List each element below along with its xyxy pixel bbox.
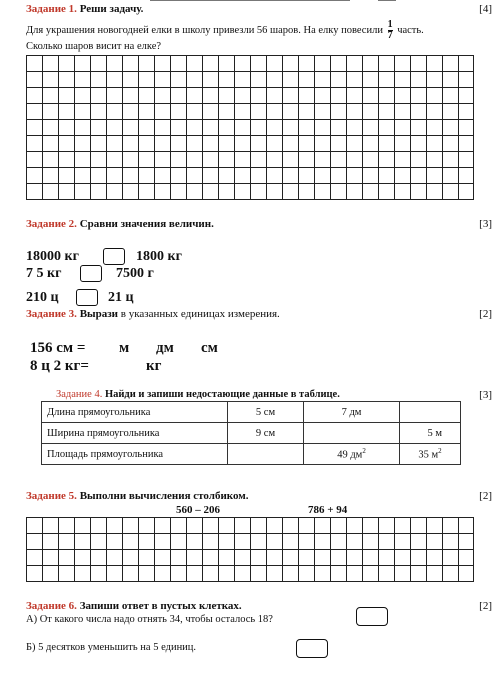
cell[interactable]: 9 см [228,423,304,444]
table-row [42,402,461,423]
task5-points: [2] [479,490,492,502]
task1-text-line1: Для украшения новогодней елки в школу привезли 56 шаров. На елку повесили [26,24,383,36]
task4-points: [3] [479,389,492,401]
task2-label: Задание 2. [26,218,77,230]
task1-heading [26,3,143,15]
task3-title-rest: в указанных единицах измерения. [120,308,280,320]
task3-points: [2] [479,308,492,320]
top-rule [150,0,350,1]
cell[interactable] [304,444,400,465]
task3-unit-m: м [119,340,130,356]
compare-row-3-left: 210 ц [26,290,59,305]
row-name: Площадь прямоугольника [42,444,228,465]
task1-label: Задание 1. [26,3,77,15]
task4-title: Найди и запиши недостающие данные в таблице. [104,389,340,400]
task2-title: Сравни значения величин. [79,218,214,230]
cell[interactable] [304,423,400,444]
task3-line2-expr: 8 ц 2 кг= [30,358,89,374]
row-name: Ширина прямоугольника [42,423,228,444]
compare-row-2-right: 7500 г [116,266,154,281]
cell[interactable]: 5 см [228,402,304,423]
compare-box-1[interactable] [103,248,125,265]
task4-label: Задание 4. [56,389,103,400]
fraction-denominator: 7 [387,30,393,41]
area-value-m: 35 м [418,449,439,461]
superscript: 2 [438,447,442,456]
cell[interactable]: 7 дм [304,402,400,423]
cell[interactable] [228,444,304,465]
task3-heading [26,308,280,320]
compare-row-2-left: 7 5 кг [26,266,62,281]
fraction [388,20,393,41]
compare-box-3[interactable] [76,289,98,306]
task5-expr1: 560 – 206 [176,504,220,516]
task6-title: Запиши ответ в пустых клетках. [79,600,242,612]
task6-question-a: А) От какого числа надо отнять 34, чтобы осталось 18? [26,614,273,625]
task4-heading [56,389,340,400]
task5-expr2: 786 + 94 [308,504,348,516]
task1-text-after-fraction: часть. [397,24,424,36]
cell[interactable] [400,444,461,465]
task1-answer-grid[interactable] [26,55,474,200]
task5-title: Выполни вычисления столбиком. [79,490,249,502]
row-name: Длина прямоугольника [42,402,228,423]
task3-unit-kg: кг [146,358,162,374]
task4-table [41,401,461,465]
task6-heading [26,600,242,612]
task3-label: Задание 3. [26,308,77,320]
task6-answer-box-b[interactable] [296,639,328,658]
table-row [42,444,461,465]
superscript: 2 [362,447,366,456]
task3-title: Вырази [79,308,118,320]
task5-label: Задание 5. [26,490,77,502]
cell[interactable]: 5 м [400,423,461,444]
task3-unit-cm: см [201,340,218,356]
task2-heading [26,218,214,230]
task5-answer-grid[interactable] [26,517,474,582]
task6-label: Задание 6. [26,600,77,612]
task3-unit-dm: дм [156,340,174,356]
task2-points: [3] [479,218,492,230]
task1-title: Реши задачу. [79,3,144,15]
task1-question: Сколько шаров висит на елке? [26,41,162,52]
compare-row-1-left: 18000 кг [26,249,79,264]
compare-row-3-right: 21 ц [108,290,134,305]
area-value-dm: 49 дм [337,449,363,461]
fraction-numerator: 1 [387,19,393,30]
compare-box-2[interactable] [80,265,102,282]
table-row [42,423,461,444]
task6-answer-box-a[interactable] [356,607,388,626]
cell[interactable] [400,402,461,423]
top-rule-short [378,0,396,1]
task3-line1-expr: 156 см = [30,340,86,356]
task1-problem [26,20,486,41]
task5-heading [26,490,249,502]
task6-points: [2] [479,600,492,612]
task1-points: [4] [479,3,492,15]
compare-row-1-right: 1800 кг [136,249,182,264]
task6-question-b: Б) 5 десятков уменьшить на 5 единиц. [26,642,197,653]
